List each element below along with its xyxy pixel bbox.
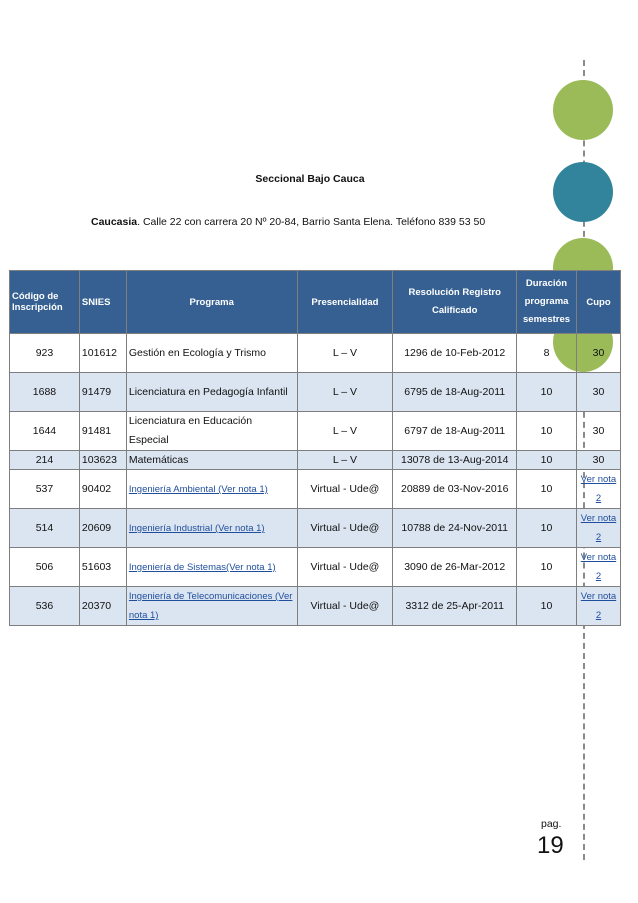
cell-resolucion: 1296 de 10-Feb-2012 <box>393 334 517 373</box>
cell-codigo: 1688 <box>10 373 80 412</box>
column-header-programa: Programa <box>126 271 297 334</box>
cell-resolucion: 6795 de 18-Aug-2011 <box>393 373 517 412</box>
cell-presencialidad: Virtual - Ude@ <box>297 470 393 509</box>
cell-resolucion: 20889 de 03-Nov-2016 <box>393 470 517 509</box>
table-row <box>10 334 621 373</box>
program-link-ingenieria-sistemas[interactable]: Ingeniería de Sistemas(Ver nota 1) <box>128 562 276 573</box>
cell-snies: 101612 <box>79 334 126 373</box>
cell-resolucion: 6797 de 18-Aug-2011 <box>393 412 517 451</box>
cell-snies: 91481 <box>79 412 126 451</box>
column-header-presencialidad: Presencialidad <box>297 271 393 334</box>
program-link-ingenieria-telecomunicaciones[interactable]: Ingeniería de Telecomunicaciones (Ver nota 1) <box>128 591 293 621</box>
cell-duracion: 10 <box>517 451 577 470</box>
cupo-note-link[interactable]: Ver nota 2 <box>580 474 617 504</box>
program-link-ingenieria-industrial[interactable]: Ingeniería Industrial (Ver nota 1) <box>128 523 265 534</box>
column-header-resolucion: Resolución Registro Calificado <box>393 271 517 334</box>
cell-resolucion: 3312 de 25-Apr-2011 <box>393 587 517 626</box>
cell-presencialidad: L – V <box>297 412 393 451</box>
cell-codigo: 537 <box>10 470 80 509</box>
cell-presencialidad: L – V <box>297 373 393 412</box>
cell-presencialidad: L – V <box>297 451 393 470</box>
cell-duracion: 10 <box>517 587 577 626</box>
address-city: Caucasia <box>91 216 138 228</box>
cell-presencialidad: Virtual - Ude@ <box>297 587 393 626</box>
cell-snies: 20370 <box>79 587 126 626</box>
cell-resolucion: 3090 de 26-Mar-2012 <box>393 548 517 587</box>
cell-programa: Gestión en Ecología y Trismo <box>126 334 297 373</box>
cell-duracion: 10 <box>517 509 577 548</box>
cell-presencialidad: L – V <box>297 334 393 373</box>
table-row <box>10 587 621 626</box>
cell-codigo: 1644 <box>10 412 80 451</box>
cell-cupo: 30 <box>577 412 621 451</box>
cell-snies: 91479 <box>79 373 126 412</box>
page-title: Seccional Bajo Cauca <box>255 173 365 185</box>
table-row <box>10 509 621 548</box>
cell-duracion: 10 <box>517 548 577 587</box>
table-row <box>10 470 621 509</box>
address-text <box>91 212 531 233</box>
column-header-cupo: Cupo <box>577 271 621 334</box>
cell-presencialidad: Virtual - Ude@ <box>297 548 393 587</box>
table-row <box>10 373 621 412</box>
page-label: pag. <box>541 818 562 830</box>
programs-table <box>9 270 621 626</box>
cell-presencialidad: Virtual - Ude@ <box>297 509 393 548</box>
cell-resolucion: 10788 de 24-Nov-2011 <box>393 509 517 548</box>
cell-snies: 51603 <box>79 548 126 587</box>
address-detail: . Calle 22 con carrera 20 Nº 20-84, Barrio Santa Elena. Teléfono 839 53 50 <box>137 216 486 228</box>
cell-resolucion: 13078 de 13-Aug-2014 <box>393 451 517 470</box>
cupo-note-link[interactable]: Ver nota 2 <box>580 552 617 582</box>
table-row <box>10 548 621 587</box>
cell-duracion: 8 <box>517 334 577 373</box>
cupo-note-link[interactable]: Ver nota 2 <box>580 591 617 621</box>
page-number: 19 <box>537 832 564 859</box>
cell-duracion: 10 <box>517 373 577 412</box>
program-link-ingenieria-ambiental[interactable]: Ingeniería Ambiental (Ver nota 1) <box>128 484 268 495</box>
column-header-codigo: Código de Inscripción <box>10 271 80 334</box>
cell-snies: 20609 <box>79 509 126 548</box>
column-header-snies: SNIES <box>79 271 126 334</box>
cupo-note-link[interactable]: Ver nota 2 <box>580 513 617 543</box>
cell-codigo: 923 <box>10 334 80 373</box>
cell-snies: 90402 <box>79 470 126 509</box>
cell-codigo: 514 <box>10 509 80 548</box>
cell-cupo: 30 <box>577 334 621 373</box>
cell-snies: 103623 <box>79 451 126 470</box>
table-header-row <box>10 271 621 334</box>
cell-codigo: 506 <box>10 548 80 587</box>
decorative-circle-teal <box>553 162 613 222</box>
table-row <box>10 451 621 470</box>
cell-codigo: 214 <box>10 451 80 470</box>
cell-codigo: 536 <box>10 587 80 626</box>
cell-duracion: 10 <box>517 412 577 451</box>
column-header-duracion: Duración programa semestres <box>517 271 577 334</box>
cell-programa: Licenciatura en Pedagogía Infantil <box>126 373 297 412</box>
decorative-circle-green <box>553 80 613 140</box>
cell-programa: Licenciatura en Educación Especial <box>126 412 297 451</box>
cell-programa: Matemáticas <box>126 451 297 470</box>
table-row <box>10 412 621 451</box>
cell-cupo: 30 <box>577 451 621 470</box>
cell-duracion: 10 <box>517 470 577 509</box>
cell-cupo: 30 <box>577 373 621 412</box>
